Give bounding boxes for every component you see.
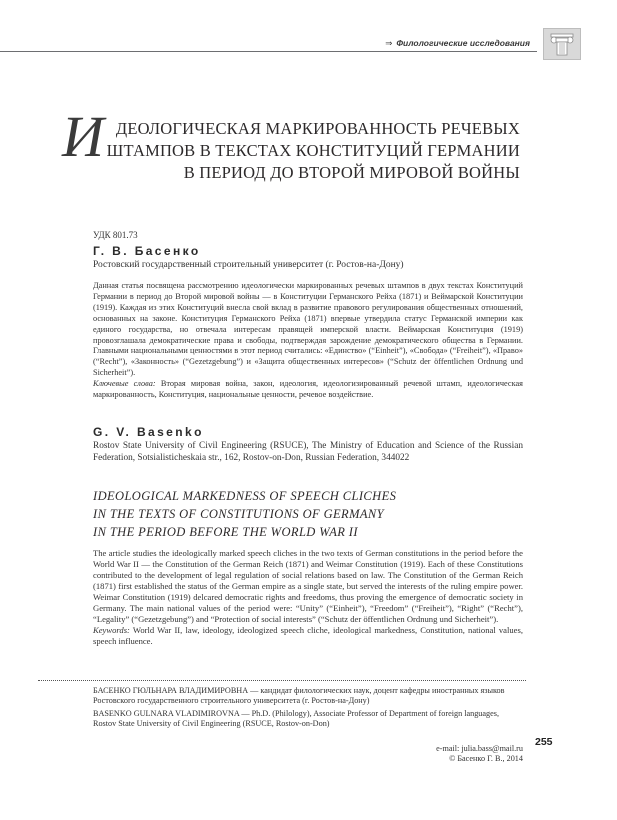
article-title-ru — [60, 104, 520, 184]
author-email: e-mail: julia.bass@mail.ru — [436, 744, 523, 753]
keywords-en-text: World War II, law, ideology, ideologized speech cliche, ideological markedness, Constitution, national values, speech influence. — [93, 625, 523, 646]
author-bio-ru: БАСЕНКО ГЮЛЬНАРА ВЛАДИМИРОВНА — кандидат филологических наук, доцент кафедры иностранных языков Ростовского государственного строительного университета (г. Ростов-на-Дону) — [93, 686, 505, 706]
copyright: © Басенко Г. В., 2014 — [449, 754, 523, 764]
udc-code: УДК 801.73 — [93, 230, 138, 240]
abstract-en — [93, 548, 523, 647]
title-line-3: В ПЕРИОД ДО ВТОРОЙ МИРОВОЙ ВОЙНЫ — [183, 163, 520, 182]
keywords-en-label: Keywords: — [93, 625, 130, 635]
keywords-ru-label: Ключевые слова: — [93, 379, 156, 389]
title-line-1: ДЕОЛОГИЧЕСКАЯ МАРКИРОВАННОСТЬ РЕЧЕВЫХ — [115, 119, 520, 138]
arrow-icon: ⇒ — [385, 38, 393, 48]
author-name-ru: Г. В. Басенко — [93, 244, 201, 258]
title-en-line-2: IN THE TEXTS OF CONSTITUTIONS OF GERMANY — [93, 507, 385, 521]
running-header — [330, 38, 530, 49]
column-capital-icon — [550, 32, 574, 56]
affiliation-en: Rostov State University of Civil Engineering (RSUCE), The Ministry of Education and Science of the Russian Federation, Sotsialisticheskaia str., 162, Rostov-on-Don, Russian Federation, 344022 — [93, 441, 523, 463]
title-drop-cap: И — [62, 104, 105, 169]
contacts — [300, 744, 523, 764]
abstract-ru — [93, 281, 523, 401]
keywords-ru — [93, 379, 523, 401]
footer-rule — [38, 680, 526, 681]
author-name-en: G. V. Basenko — [93, 425, 204, 439]
article-title-en — [93, 487, 533, 541]
journal-logo — [543, 28, 581, 60]
section-name: Филологические исследования — [396, 38, 530, 48]
abstract-ru-text: Данная статья посвящена рассмотрению идеологически маркированных речевых штампов в двух текстах Конституций Германии в период до Второй мировой войны — в Конституции Германского Рейха (1871) и Веймарской Конституции (1919). Каждая из этих Конституций внесла свой вклад в развитие правового регулирования общественных отношений, основанных на законе. Конституция Германского Рейха (1871) впервые утвердила статус Германской империи как единого государства, но отвечала интересам правящей имперской власти. Веймарская Конституция (1919) провозглашала демократические права и свободы, подтверждая зарождение демократического общества в Германии. Главными национальными ценностями в этот период считались: «Единство» (“Einheit”), «Свобода» (“Freiheit”), «Право» (“Recht”), «Законность» (“Gezetzgebung”) и «Защита общественных интересов» (“Schutz der öffentlichen Ordnung und Sicherheit”). — [93, 281, 523, 378]
header-rule — [0, 51, 537, 52]
page-number: 255 — [535, 736, 553, 748]
abstract-en-text: The article studies the ideologically marked speech cliches in the two texts of German constitutions in the period before the World War II — the Constitution of the German Reich (1871) and Weimar Constitution (1919). Each of these Constitutions contributed to the development of legal regulation of social relations based on law. The Constitution of the German Reich (1871) first established the status of the German empire as a single state, but served the interests of the ruling empire power. Weimar Constitution (1919) delcared democratic rights and freedoms, thus proving the emergence of democratic society in Germany. The main national values of the period were: “Unity” (“Einheit”), “Freedom” (“Freiheit”), “Right” (“Recht”), “Legality” (“Gezetzgebung”) and “Protection of social interests” (“Schutz der öffentlichen Ordnung und Sicherheit”). — [93, 548, 523, 624]
author-info — [93, 686, 523, 732]
title-en-line-1: IDEOLOGICAL MARKEDNESS OF SPEECH CLICHES — [93, 489, 397, 503]
author-bio-en: BASENKO GULNARA VLADIMIROVNA — Ph.D. (Philology), Associate Professor of Department of foreign languages, Rostov State University of Civil Engineering (RSUCE, Rostov-on-Don) — [93, 709, 499, 729]
keywords-ru-text: Вторая мировая война, закон, идеология, идеологизированный речевой штамп, идеологическая маркированность, Конституция, национальные ценности, речевое воздействие. — [93, 379, 523, 400]
affiliation-ru: Ростовский государственный строительный университет (г. Ростов-на-Дону) — [93, 260, 404, 270]
title-line-2: ШТАМПОВ В ТЕКСТАХ КОНСТИТУЦИЙ ГЕРМАНИИ — [106, 141, 520, 160]
keywords-en — [93, 625, 523, 647]
title-en-line-3: IN THE PERIOD BEFORE THE WORLD WAR II — [93, 525, 358, 539]
